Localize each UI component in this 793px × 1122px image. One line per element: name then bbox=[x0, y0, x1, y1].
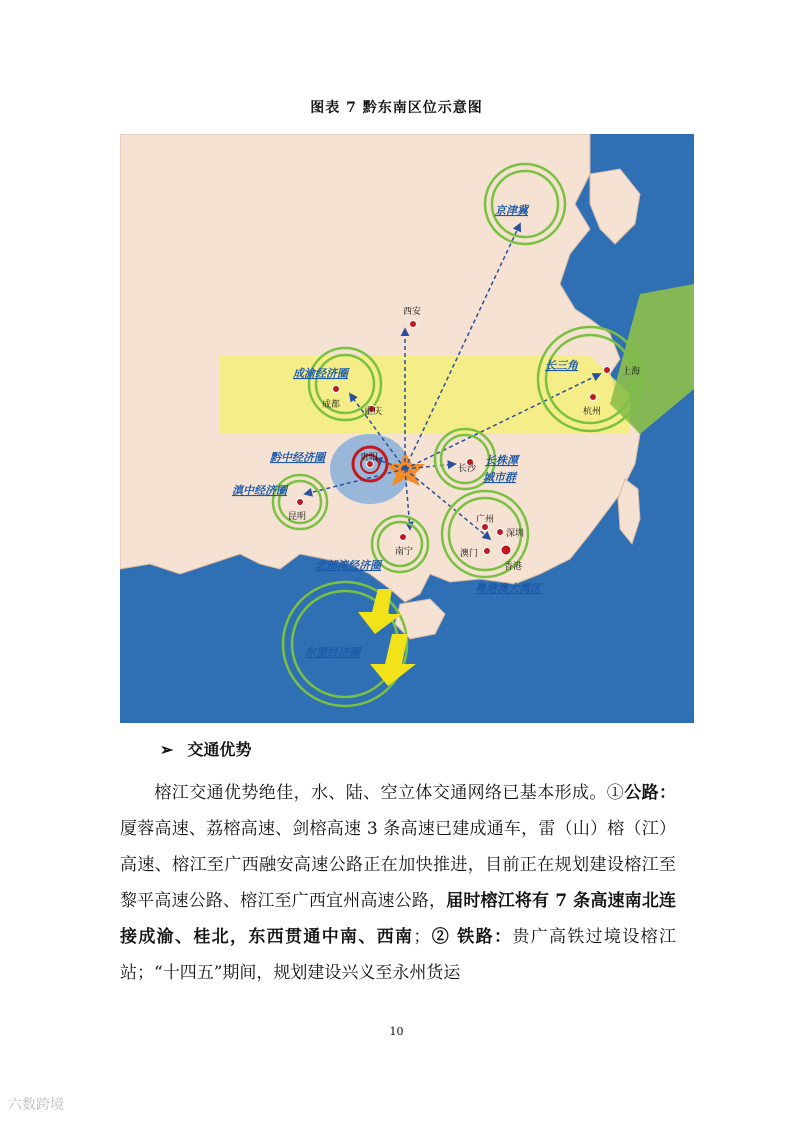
watermark: 六数跨境 bbox=[8, 1097, 64, 1113]
para-bold-road: 公路： bbox=[624, 783, 677, 803]
city-label-xian: 西安 bbox=[403, 307, 422, 317]
para-bold-railway: ② 铁路： bbox=[430, 927, 513, 947]
city-label-shanghai: 上海 bbox=[622, 367, 641, 377]
bullet-arrow-icon: ➢ bbox=[160, 740, 174, 759]
section-heading-text: 交通优势 bbox=[187, 740, 252, 759]
city-label-shenzhen: 深圳 bbox=[506, 529, 525, 539]
city-label-chongqing: 重庆 bbox=[364, 407, 383, 417]
section-heading bbox=[160, 737, 251, 760]
city-label-hongkong: 香港 bbox=[504, 562, 523, 572]
city-label-macau: 澳门 bbox=[460, 549, 479, 559]
para-text-4: 贵广高铁过境设榕江站；“十四五”期间，规划建设兴义至永州货运 bbox=[120, 927, 676, 983]
city-label-guangzhou: 广州 bbox=[476, 515, 495, 525]
region-label-dianzhong: 滇中经济圈 bbox=[232, 484, 287, 497]
region-label-changzhutan: 长株潭 bbox=[485, 454, 518, 467]
para-text-2: 厦蓉高速、荔榕高速、剑榕高速 3 条高速已建成通车，雷（山）榕（江）高速、榕江至广西融安高速公路正在加快推进，目前正在规划建设榕江至黎平高速公路、榕江至广西宜州高速公路， bbox=[120, 819, 676, 911]
page-number: 10 bbox=[389, 1025, 404, 1038]
location-map bbox=[120, 134, 694, 723]
city-label-chengdu: 成都 bbox=[322, 400, 341, 410]
region-label-beibuwan: 北部湾经济圈 bbox=[315, 559, 381, 572]
region-label-jingjinji: 京津冀 bbox=[495, 204, 528, 217]
body-paragraph bbox=[120, 775, 676, 991]
para-bold-highways: 届时榕江将有 7 条高速南北连接成渝、桂北，东西贯通中南、西南 bbox=[120, 891, 677, 947]
city-label-guiyang: 贵阳 bbox=[360, 453, 379, 463]
region-label-changsanjiao: 长三角 bbox=[545, 359, 578, 372]
city-label-changsha: 长沙 bbox=[458, 464, 477, 474]
map-svg bbox=[120, 134, 694, 723]
para-text-3: ； bbox=[413, 927, 431, 947]
region-label-city-cluster: 城市群 bbox=[483, 471, 516, 484]
region-label-chengyu: 成渝经济圈 bbox=[293, 367, 348, 380]
para-text-1: 榕江交通优势绝佳，水、陆、空立体交通网络已基本形成。① bbox=[154, 783, 625, 803]
region-label-qianzhong: 黔中经济圈 bbox=[270, 451, 325, 464]
city-label-nanning: 南宁 bbox=[395, 547, 414, 557]
city-label-kunming: 昆明 bbox=[288, 512, 307, 522]
region-label-gangao: 粤港澳大湾区 bbox=[475, 582, 541, 595]
city-label-hangzhou: 杭州 bbox=[583, 407, 602, 417]
figure-caption: 图表 7 黔东南区位示意图 bbox=[310, 100, 483, 116]
region-label-dongmeng: 东盟经济圈 bbox=[305, 646, 360, 659]
